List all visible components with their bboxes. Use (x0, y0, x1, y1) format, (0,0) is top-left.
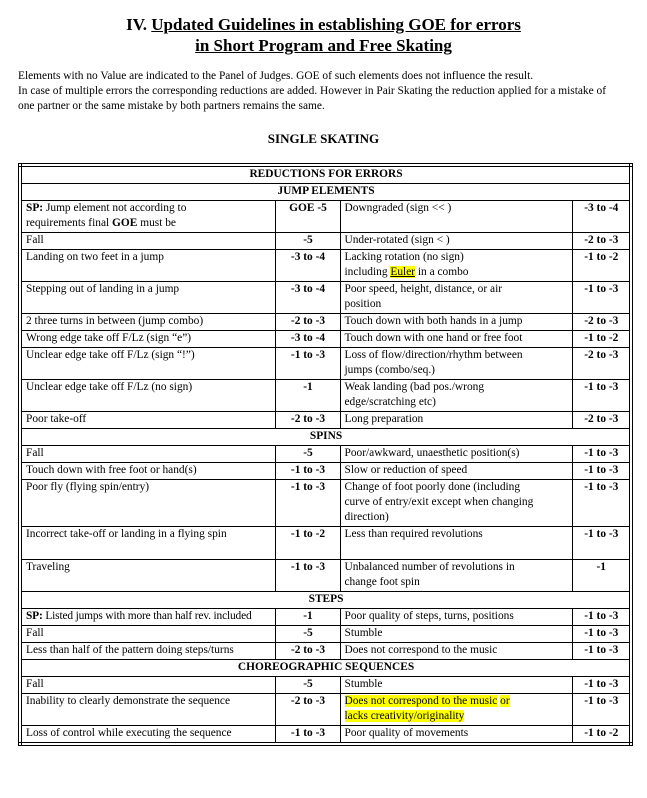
cell-value-left (275, 331, 340, 348)
cell-description-right (340, 446, 572, 463)
cell-value-left (275, 201, 340, 233)
text-segment: Unbalanced number of revolutions in change foot spin (344, 561, 515, 588)
text-segment: -3 to -4 (290, 251, 326, 263)
table-row (20, 694, 631, 726)
cell-value-left (275, 233, 340, 250)
cell-description-right (340, 560, 572, 592)
text-segment: Poor/awkward, unaesthetic position(s) (344, 447, 520, 459)
table-row (20, 282, 631, 314)
cell-description-left (20, 250, 275, 282)
single-skating-heading: SINGLE SKATING (267, 131, 380, 146)
text-segment: -1 to -3 (584, 678, 619, 690)
text-segment: Poor take-off (26, 413, 87, 425)
reductions-table (18, 163, 633, 746)
table-row (20, 380, 631, 412)
cell-description-left (20, 643, 275, 660)
cell-description-right (340, 480, 572, 527)
cell-value-left (275, 480, 340, 527)
text-segment: Under-rotated (sign < ) (344, 234, 450, 246)
cell-description-left (20, 527, 275, 560)
cell-description-right (340, 348, 572, 380)
cell-value-right (572, 201, 631, 233)
cell-value-left (275, 626, 340, 643)
text-segment: -2 to -3 (290, 644, 326, 656)
text-segment: Fall (26, 627, 44, 639)
cell-value-right (572, 694, 631, 726)
table-row (20, 314, 631, 331)
section-heading: JUMP ELEMENTS (20, 184, 631, 201)
cell-description-right (340, 282, 572, 314)
cell-value-left (275, 527, 340, 560)
cell-value-right (572, 250, 631, 282)
intro-line: one partner or the same mistake by both partners remains the same. (18, 100, 325, 112)
table-row (20, 480, 631, 527)
table-row (20, 463, 631, 480)
text-segment: -1 to -3 (584, 644, 619, 656)
text-segment: -1 to -3 (290, 481, 326, 493)
text-segment: Fall (26, 678, 44, 690)
text-segment: in a combo (415, 266, 469, 278)
text-segment: Poor speed, height, distance, or air position (344, 283, 503, 310)
cell-description-right (340, 643, 572, 660)
cell-description-right (340, 201, 572, 233)
table-row (20, 331, 631, 348)
text-segment: Poor quality of steps, turns, positions (344, 610, 514, 622)
table-row (20, 609, 631, 626)
text-segment: Touch down with one hand or free foot (344, 332, 523, 344)
text-segment: Poor quality of movements (344, 727, 469, 739)
cell-value-left (275, 726, 340, 745)
text-segment: -1 to -3 (290, 464, 326, 476)
text-segment: Less than required revolutions (344, 528, 483, 540)
section-heading-row (20, 592, 631, 609)
text-segment: -2 to -3 (290, 315, 326, 327)
text-segment: Listed jumps with more than half rev. included (42, 610, 252, 622)
section-heading-row (20, 429, 631, 446)
document-title (18, 14, 629, 56)
section-heading: STEPS (20, 592, 631, 609)
text-segment: Lacking rotation (no sign) including (344, 251, 464, 278)
text-segment: Does not correspond to the music (344, 644, 498, 656)
text-segment: Landing on two feet in a jump (26, 251, 164, 263)
text-segment: -1 to -3 (584, 528, 619, 540)
cell-description-right (340, 233, 572, 250)
text-segment: -5 (303, 678, 313, 690)
cell-description-right (340, 527, 572, 560)
cell-description-left (20, 201, 275, 233)
cell-value-left (275, 314, 340, 331)
cell-description-left (20, 694, 275, 726)
text-segment: -1 to -2 (290, 528, 326, 540)
cell-description-right (340, 412, 572, 429)
text-segment: -1 (303, 381, 313, 393)
cell-value-right (572, 463, 631, 480)
text-segment: -1 to -3 (290, 349, 326, 361)
cell-value-left (275, 380, 340, 412)
text-segment: -1 to -3 (584, 381, 619, 393)
cell-description-right (340, 380, 572, 412)
text-segment: Fall (26, 234, 44, 246)
intro-line: In case of multiple errors the corresponding reductions are added. However in Pair Skating the reduction applied for a mistake of (18, 85, 607, 97)
table-row (20, 348, 631, 380)
cell-value-left (275, 677, 340, 694)
section-heading-row (20, 660, 631, 677)
text-segment: -1 to -3 (584, 627, 619, 639)
text-segment: Touch down with both hands in a jump (344, 315, 523, 327)
text-segment: Stumble (344, 627, 383, 639)
cell-description-left (20, 560, 275, 592)
table-row (20, 560, 631, 592)
text-segment: -3 to -4 (290, 283, 326, 295)
cell-value-right (572, 348, 631, 380)
table-row (20, 201, 631, 233)
text-segment: Weak landing (bad pos./wrong edge/scratching etc) (344, 381, 485, 408)
title-line-1: Updated Guidelines in establishing GOE for errors (151, 15, 521, 34)
text-segment: -2 to -3 (290, 413, 326, 425)
cell-description-left (20, 282, 275, 314)
table-row (20, 250, 631, 282)
highlighted-text: Does not correspond to the music (344, 695, 498, 707)
cell-description-right (340, 694, 572, 726)
cell-description-left (20, 480, 275, 527)
cell-value-right (572, 480, 631, 527)
text-segment: -1 to -2 (584, 332, 619, 344)
text-segment: -1 to -3 (584, 447, 619, 459)
cell-value-left (275, 446, 340, 463)
reductions-table-body (20, 165, 631, 744)
section-heading: SPINS (20, 429, 631, 446)
cell-value-right (572, 331, 631, 348)
highlighted-text: lacks creativity/originality (344, 710, 465, 722)
cell-description-right (340, 609, 572, 626)
text-segment: -5 (303, 447, 313, 459)
cell-value-left (275, 412, 340, 429)
text-segment: -1 to -3 (584, 481, 619, 493)
cell-description-left (20, 677, 275, 694)
cell-value-left (275, 694, 340, 726)
cell-description-left (20, 412, 275, 429)
cell-value-left (275, 348, 340, 380)
cell-value-right (572, 643, 631, 660)
text-segment: Wrong edge take off F/Lz (sign “e”) (26, 332, 192, 344)
title-numeral: IV. (126, 15, 152, 34)
text-segment: Unclear edge take off F/Lz (no sign) (26, 381, 193, 393)
cell-value-right (572, 380, 631, 412)
cell-value-right (572, 677, 631, 694)
text-segment: must be (137, 217, 176, 229)
text-segment: -1 (596, 561, 607, 573)
text-segment: -1 to -2 (584, 251, 619, 263)
text-segment: -5 (303, 627, 313, 639)
text-segment: -1 to -3 (290, 561, 326, 573)
cell-description-left (20, 233, 275, 250)
table-row (20, 446, 631, 463)
cell-description-right (340, 677, 572, 694)
highlighted-text: Euler (390, 266, 416, 278)
text-segment: -5 (303, 234, 313, 246)
text-segment: Loss of flow/direction/rhythm between jumps (combo/seq.) (344, 349, 523, 376)
cell-description-left (20, 609, 275, 626)
intro-paragraph (18, 69, 629, 114)
cell-value-right (572, 527, 631, 560)
cell-value-right (572, 314, 631, 331)
cell-description-right (340, 250, 572, 282)
text-segment: Stumble (344, 678, 383, 690)
cell-value-right (572, 446, 631, 463)
cell-value-left (275, 609, 340, 626)
cell-value-right (572, 282, 631, 314)
title-line-2: in Short Program and Free Skating (195, 36, 452, 55)
text-segment: -1 to -3 (584, 610, 619, 622)
table-row (20, 527, 631, 560)
section-heading: CHOREOGRAPHIC SEQUENCES (20, 660, 631, 677)
cell-description-left (20, 463, 275, 480)
text-segment: Jump element not according to requirements final (26, 202, 187, 229)
text-segment: GOE -5 (289, 202, 327, 214)
section-heading-row (20, 184, 631, 201)
text-segment: GOE (112, 217, 138, 229)
text-segment: -1 to -2 (584, 727, 619, 739)
cell-description-left (20, 331, 275, 348)
table-title-row (20, 165, 631, 184)
cell-description-right (340, 626, 572, 643)
text-segment: 2 three turns in between (jump combo) (26, 315, 204, 327)
text-segment: -1 to -3 (584, 695, 619, 707)
text-segment: Incorrect take-off or landing in a flying spin (26, 528, 227, 540)
table-title: REDUCTIONS FOR ERRORS (20, 165, 631, 184)
cell-description-left (20, 626, 275, 643)
cell-description-left (20, 314, 275, 331)
text-segment: Fall (26, 447, 44, 459)
cell-value-right (572, 233, 631, 250)
intro-line: Elements with no Value are indicated to the Panel of Judges. GOE of such elements does not influence the result. (18, 70, 534, 82)
text-segment: Unclear edge take off F/Lz (sign “!”) (26, 349, 195, 361)
text-segment: Traveling (26, 561, 70, 573)
text-segment: SP: (26, 202, 44, 214)
text-segment: Downgraded (sign << ) (344, 202, 452, 214)
cell-value-left (275, 463, 340, 480)
cell-description-right (340, 726, 572, 745)
cell-value-right (572, 412, 631, 429)
text-segment: -1 (303, 610, 313, 622)
text-segment: Change of foot poorly done (including curve of entry/exit except when changing direction) (344, 481, 534, 523)
highlighted-text: or (500, 695, 510, 707)
text-segment: -1 to -3 (584, 283, 619, 295)
table-row (20, 412, 631, 429)
cell-description-left (20, 446, 275, 463)
text-segment: SP: (26, 610, 43, 622)
cell-value-left (275, 282, 340, 314)
cell-value-left (275, 560, 340, 592)
text-segment: Long preparation (344, 413, 424, 425)
table-row (20, 677, 631, 694)
cell-description-right (340, 331, 572, 348)
cell-value-left (275, 250, 340, 282)
text-segment: -2 to -3 (584, 349, 619, 361)
cell-description-left (20, 726, 275, 745)
text-segment: -2 to -3 (584, 234, 619, 246)
cell-description-right (340, 463, 572, 480)
text-segment: Touch down with free foot or hand(s) (26, 464, 197, 476)
text-segment: -2 to -3 (290, 695, 326, 707)
text-segment: Less than half of the pattern doing steps/turns (26, 644, 234, 656)
table-row (20, 626, 631, 643)
table-row (20, 233, 631, 250)
cell-value-left (275, 643, 340, 660)
text-segment: -3 to -4 (290, 332, 326, 344)
cell-value-right (572, 726, 631, 745)
table-row (20, 726, 631, 745)
text-segment: Poor fly (flying spin/entry) (26, 481, 150, 493)
text-segment: -1 to -3 (290, 727, 326, 739)
text-segment: -2 to -3 (584, 315, 619, 327)
text-segment: Inability to clearly demonstrate the sequence (26, 695, 231, 707)
text-segment: Stepping out of landing in a jump (26, 283, 180, 295)
text-segment: -1 to -3 (584, 464, 619, 476)
cell-description-left (20, 348, 275, 380)
cell-description-right (340, 314, 572, 331)
text-segment: -3 to -4 (584, 202, 619, 214)
table-row (20, 643, 631, 660)
cell-value-right (572, 560, 631, 592)
text-segment: Loss of control while executing the sequence (26, 727, 232, 739)
text-segment: -2 to -3 (584, 413, 619, 425)
cell-description-left (20, 380, 275, 412)
text-segment: Slow or reduction of speed (344, 464, 468, 476)
cell-value-right (572, 626, 631, 643)
cell-value-right (572, 609, 631, 626)
